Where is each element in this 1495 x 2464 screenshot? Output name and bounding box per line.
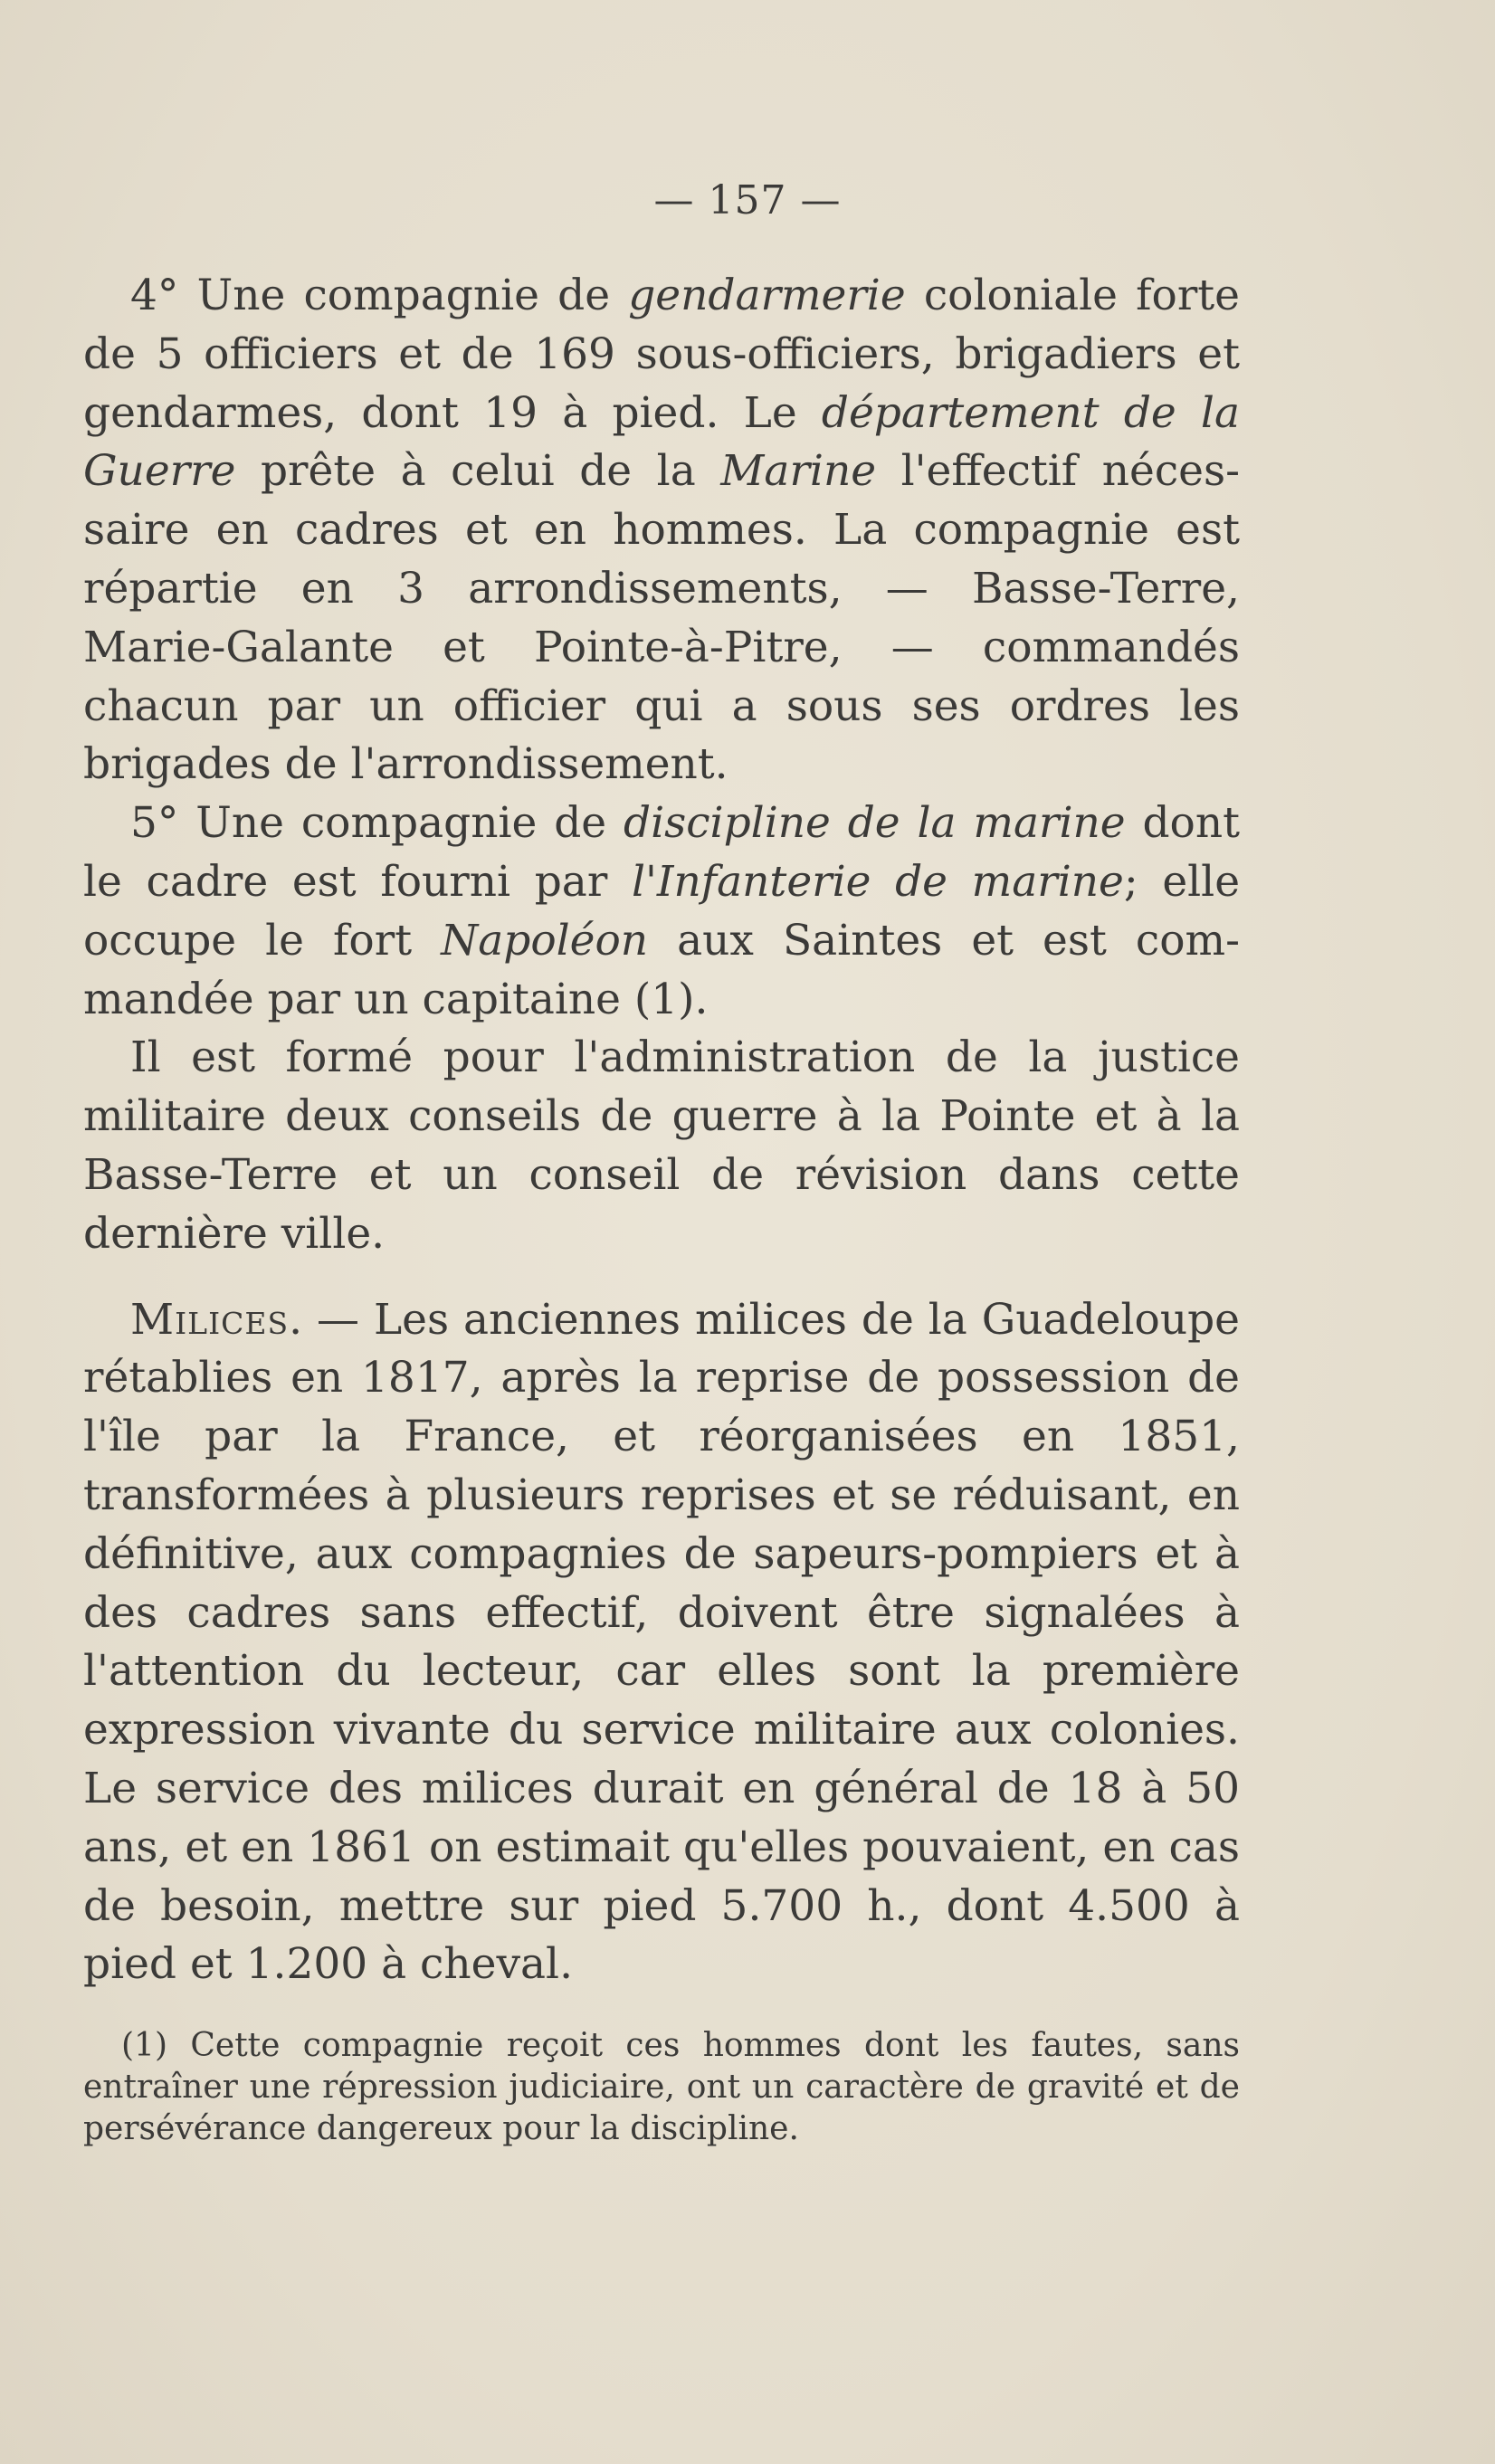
text-segment: coloniale forte de 5 officiers et de 169 sous-officiers, brigadiers et gendarmes, dont 19 à pied. Le xyxy=(83,271,1240,438)
section-heading-milices: Milices xyxy=(130,1294,290,1345)
paragraph-gendarmerie xyxy=(83,267,1240,794)
text-segment-italic: discipline de la marine xyxy=(624,798,1126,849)
text-segment: 5° Une compagnie de xyxy=(130,798,624,849)
footnote-text: (1) Cette compagnie reçoit ces hommes dont les fautes, sans entraîner une répression judiciaire, ont un caractère de gravité et de persévérance dangereux pour la discipline. xyxy=(83,2027,1240,2147)
text-segment-italic: département de la Guerre xyxy=(83,387,1240,497)
text-segment: Il est formé pour l'administration de la justice militaire deux conseils de guerre à la Pointe et à la Basse-Terre et un conseil de révision dans cette dernière ville. xyxy=(83,1032,1240,1259)
text-segment-italic: Napoléon xyxy=(441,915,649,966)
paragraph-discipline xyxy=(83,794,1240,1029)
text-segment: prête à celui de la xyxy=(235,446,721,497)
footnote xyxy=(83,2025,1240,2150)
text-segment: l'effectif nécessaire en cadres et en hommes. La compagnie est répartie en 3 arrondissements, — Basse-Terre, Marie-Galante et Pointe-à-Pitre, — commandés chacun par un officier qui a sous ses ordres les brigades de l'arrondissement. xyxy=(83,446,1240,790)
text-segment: dont le cadre est fourni par xyxy=(83,798,1240,907)
text-segment: 4° Une compagnie de xyxy=(130,271,629,320)
paragraph-milices xyxy=(83,1291,1240,1995)
text-segment: aux Saintes et est commandée par un capitaine (1). xyxy=(83,915,1240,1024)
page-number: — 157 — xyxy=(653,177,842,224)
text-segment: . — Les anciennes milices de la Guadeloupe rétablies en 1817, après la reprise de possession de l'île par la France, et réorganisées en 1851, transformées à plusieurs reprises et se réduisant, en définitive, aux compagnies de sapeurs-pompiers et à des cadres sans effectif, doivent être signalées à l'attention du lecteur, car elles sont la première expression vivante du service militaire aux colonies. Le service des milices durait en général de 18 à 50 ans, et en 1861 on estimait qu'elles pouvaient, en cas de besoin, mettre sur pied 5.700 h., dont 4.500 à pied et 1.200 à cheval. xyxy=(83,1294,1240,1990)
text-segment: ; elle occupe le fort xyxy=(83,856,1241,966)
page-body xyxy=(83,267,1240,1994)
paragraph-justice xyxy=(83,1029,1240,1263)
text-segment-italic: l'Infanterie de marine xyxy=(631,856,1124,907)
text-segment-italic: Marine xyxy=(720,446,877,497)
text-segment-italic: gendarmerie xyxy=(628,271,906,320)
